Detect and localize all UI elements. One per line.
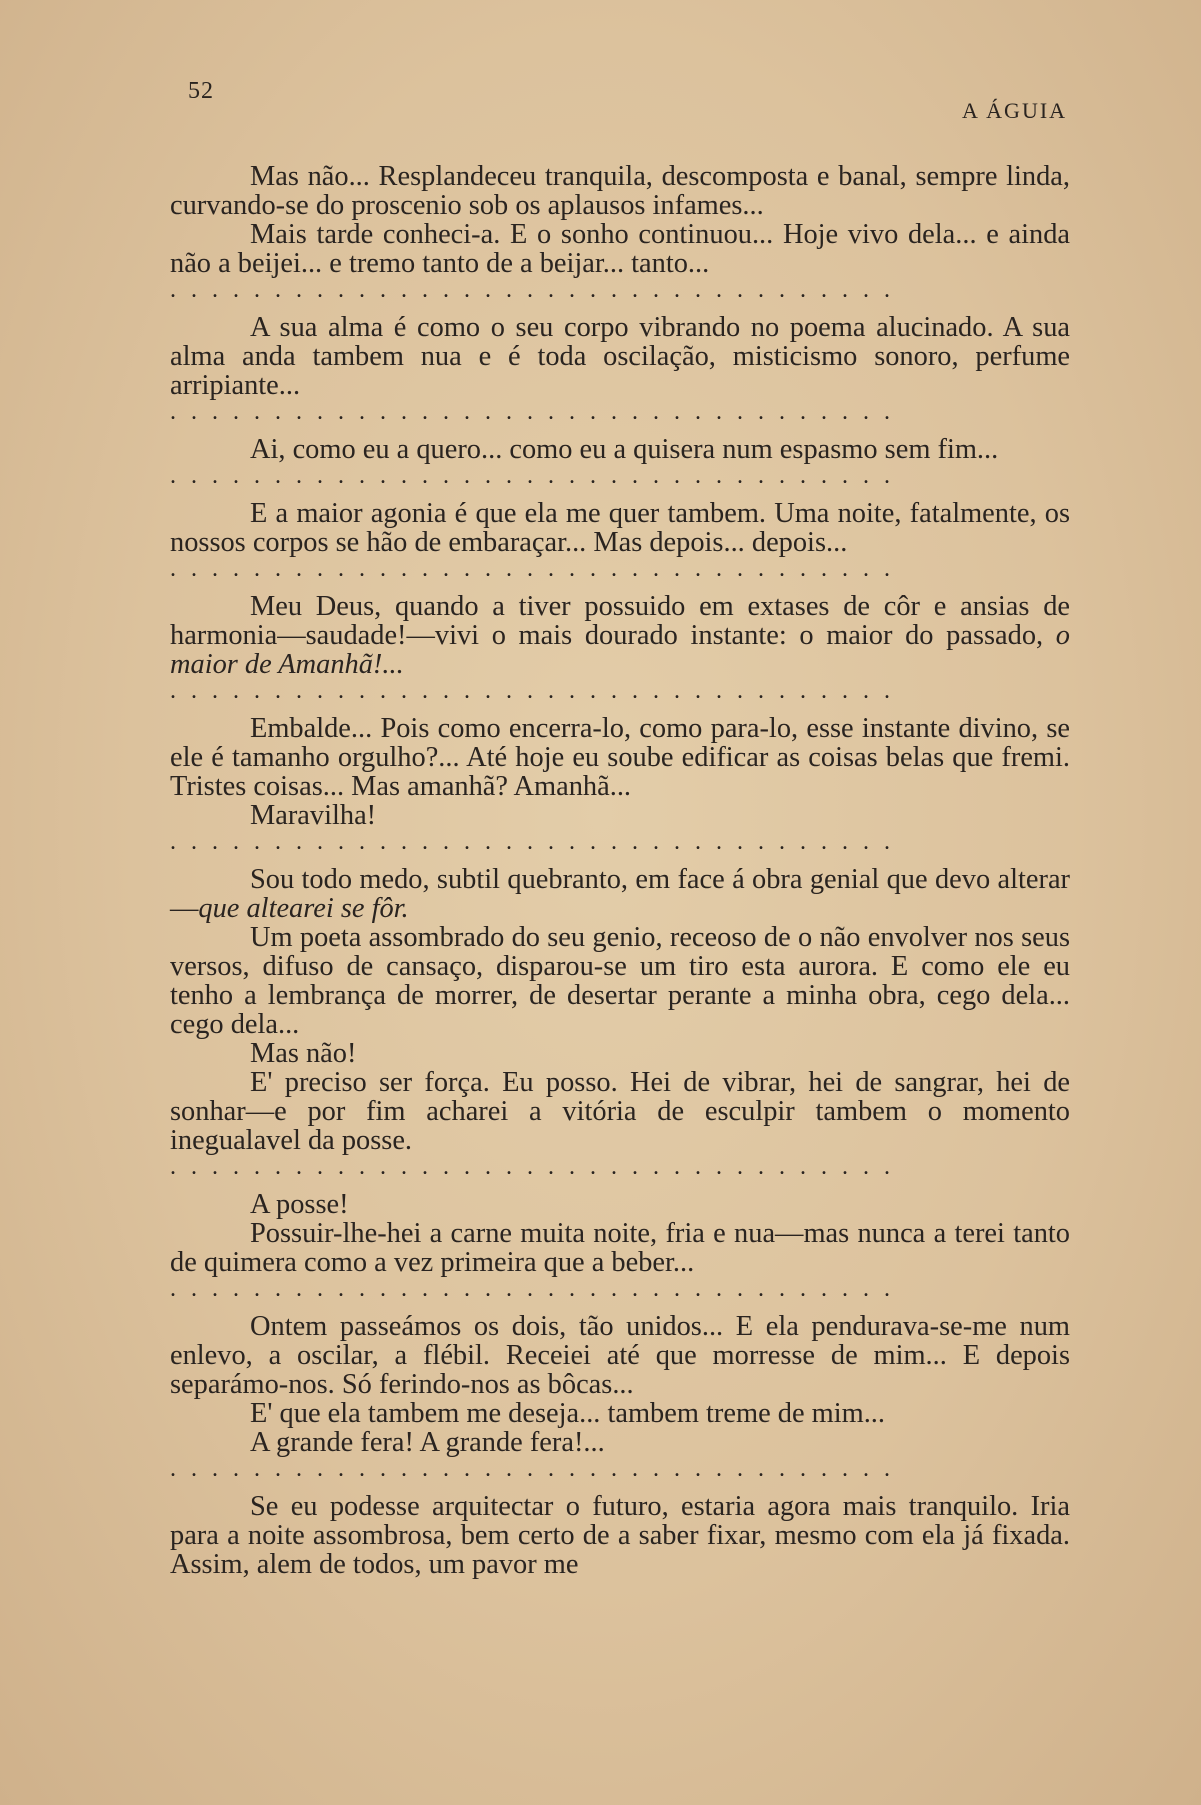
paragraph: A posse!	[250, 1189, 349, 1220]
paragraph: A grande fera! A grande fera!...	[250, 1427, 605, 1458]
dotted-separator: ...................................	[170, 1460, 905, 1478]
paragraph: E' preciso ser força. Eu posso. Hei de vibrar, hei de sangrar, hei de sonhar—e por fim acharei a vitória de esculpir tambem o momento inegualavel da posse.	[170, 1067, 1070, 1156]
dotted-separator: ...................................	[170, 1280, 905, 1298]
italic-text: que altearei se fôr.	[198, 893, 409, 924]
paragraph: Ontem passeámos os dois, tão unidos... E ela pendurava-se-me num enlevo, a oscilar, a flébil. Receiei até que morresse de mim... E depois separámo-nos. Só ferindo-nos as bôcas...	[170, 1311, 1070, 1400]
dotted-separator: ...................................	[170, 1158, 905, 1176]
paragraph: Maravilha!	[250, 800, 377, 831]
page-number: 52	[188, 78, 214, 104]
paragraph: Mais tarde conheci-a. E o sonho continuou... Hoje vivo dela... e ainda não a beijei... e tremo tanto de a beijar... tanto...	[170, 219, 1070, 279]
paragraph: Possuir-lhe-hei a carne muita noite, fria e nua—mas nunca a terei tanto de quimera como a vez primeira que a beber...	[170, 1218, 1070, 1278]
running-head: A ÁGUIA	[962, 98, 1068, 123]
paragraph	[170, 865, 1070, 923]
paragraph: Embalde... Pois como encerra-lo, como para-lo, esse instante divino, se ele é tamanho orgulho?... Até hoje eu soube edificar as coisas belas que fremi. Tristes coisas... Mas amanhã? Amanhã...	[170, 713, 1070, 802]
dotted-separator: ...................................	[170, 403, 905, 421]
paragraph: A sua alma é como o seu corpo vibrando no poema alucinado. A sua alma anda tambem nua e é toda oscilação, misticismo sonoro, perfume arripiante...	[170, 312, 1070, 401]
dotted-separator: ...................................	[170, 467, 905, 485]
paragraph-text: Meu Deus, quando a tiver possuido em extases de côr e ansias de harmonia—saudade!—vivi o mais dourado instante: o maior do passado,	[170, 591, 1070, 651]
paragraph: E a maior agonia é que ela me quer tambem. Uma noite, fatalmente, os nossos corpos se hão de embaraçar... Mas depois... depois...	[170, 498, 1070, 558]
paragraph: E' que ela tambem me deseja... tambem treme de mim...	[250, 1398, 886, 1429]
italic-text: o maior de Amanhã!...	[170, 620, 1070, 680]
paragraph: Mas não!	[250, 1038, 357, 1069]
page-body	[170, 162, 1070, 1579]
paragraph: Um poeta assombrado do seu genio, receoso de o não envolver nos seus versos, difuso de cansaço, disparou-se um tiro esta aurora. E como ele eu tenho a lembrança de morrer, de desertar perante a minha obra, cego dela... cego dela...	[170, 922, 1070, 1040]
dotted-separator: ...................................	[170, 833, 905, 851]
dotted-separator: ...................................	[170, 560, 905, 578]
paragraph: Ai, como eu a quero... como eu a quisera num espasmo sem fim...	[250, 434, 999, 465]
paragraph-text: Sou todo medo, subtil quebranto, em face á obra genial que devo alterar—	[170, 864, 1070, 924]
dotted-separator: ...................................	[170, 281, 905, 299]
paragraph: Mas não... Resplandeceu tranquila, descomposta e banal, sempre linda, curvando-se do proscenio sob os aplausos infames...	[170, 161, 1070, 221]
paragraph	[170, 592, 1070, 679]
paragraph: Se eu podesse arquitectar o futuro, estaria agora mais tranquilo. Iria para a noite assombrosa, bem certo de a saber fixar, mesmo com ela já fixada. Assim, alem de todos, um pavor me	[170, 1491, 1070, 1580]
dotted-separator: ...................................	[170, 682, 905, 700]
